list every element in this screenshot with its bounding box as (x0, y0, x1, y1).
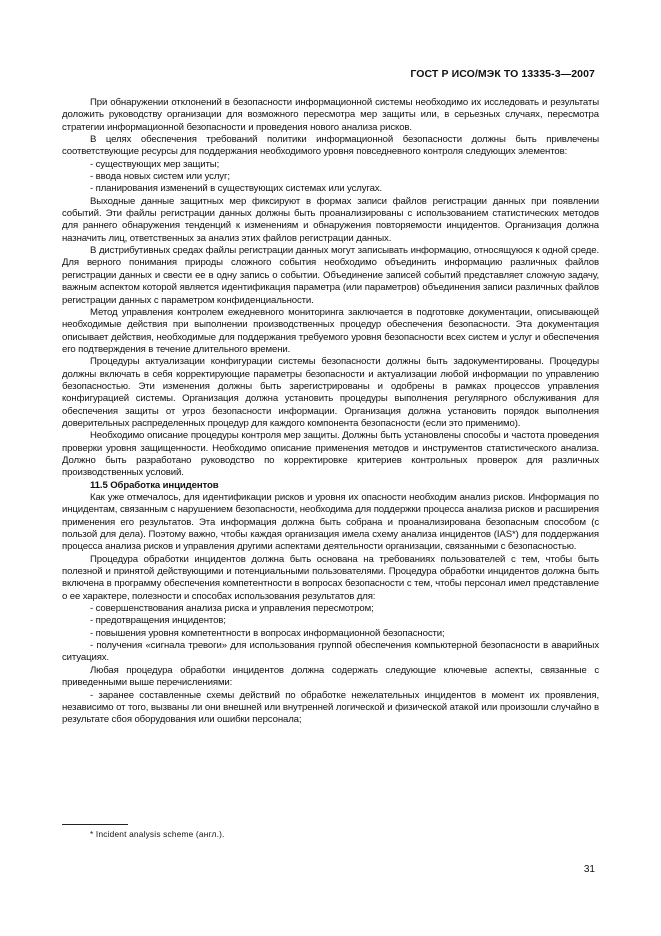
list-item: - существующих мер защиты; (90, 158, 220, 170)
list-item: - ввода новых систем или услуг; (90, 171, 230, 183)
paragraph: В целях обеспечения требований политики информационной безопасности должны быть привлечены соответствующие ресурсы для поддержания необходимого уровня повседневного контроля следующих элементов: (62, 134, 599, 158)
paragraph: Как уже отмечалось, для идентификации рисков и уровня их опасности необходим анализ рисков. Информация по инцидентам, связанным с нарушением безопасности, необходима для поддержки процесса анализа рисков и расширения применения его результатов. Эта информация должна быть собрана и проанализирована безопасным способом (с пользой для дела). Поэтому важно, чтобы каждая организация имела схему анализа инцидентов (IAS*) для поддержания процесса анализа рисков и управления другими аспектами деятельности организации, связанными с безопасностью. (62, 492, 599, 553)
paragraph: Любая процедура обработки инцидентов должна содержать следующие ключевые аспекты, связанные с приведенными выше перечислениями: (62, 664, 599, 689)
paragraph: Выходные данные защитных мер фиксируют в формах записи файлов регистрации данных при появлении событий. Эти файлы регистрации данных должны быть проанализированы с использованием статистических методов для раннего обнаружения тенденций к изменениям и обнаружения повторяемости инцидентов. Организация должна назначить лиц, ответственных за анализ этих файлов регистрации данных. (62, 195, 599, 244)
paragraph: Необходимо описание процедуры контроля мер защиты. Должны быть установлены способы и частота проведения проверки уровня защищенности. Необходимо описание применения методов и инструментов статистического анализа. Должно быть разработано руководство по корректировке критериев контрольных проверок для различных производственных условий. (62, 430, 599, 479)
paragraph: Процедура обработки инцидентов должна быть основана на требованиях пользователей с тем, чтобы быть полезной и принятой действующими и потенциальными пользователями. Процедура обработки инцидентов должна быть включена в программу обеспечения компетентности в вопросах безопасности с тем, чтобы персонал имел представление о ее характере, полезности и способах использования результатов для: (62, 553, 599, 602)
list-item: - планирования изменений в существующих системах или услугах. (90, 183, 383, 195)
list-item: - предотвращения инцидентов; (90, 615, 226, 627)
paragraph: Метод управления контролем ежедневного мониторинга заключается в подготовке документации, описывающей необходимые действия при выполнении производственных процедур обеспечения безопасности. Эта документация описывает действия, необходимые для поддержания требуемого уровня безопасности всех систем и услуг и обеспечения его подтверждения в течение длительного времени. (62, 306, 599, 355)
paragraph: Процедуры актуализации конфигурации системы безопасности должны быть задокументированы. Процедуры должны включать в себя корректирующие параметры безопасности и актуализации любой информации по управлению безопасностью. Эти изменения должны быть зарегистрированы и одобрены в рамках процессов управления конфигурацией системы. Организация должна установить процедуры выполнения регулярного обслуживания для обеспечения защиты от угроз безопасности информации. Организация должна установить порядок выполнения доверительных распределенных процедур для каждого компонента безопасности (если это применимо). (62, 356, 599, 429)
footnote-divider (62, 824, 128, 825)
page-header: ГОСТ Р ИСО/МЭК ТО 13335-3—2007 (410, 68, 595, 80)
list-item: - заранее составленные схемы действий по обработке нежелательных инцидентов в момент их проявления, независимо от того, вызваны ли они внешней или внутренней логической и физической атакой или произошли случайно в результате сбоя оборудования или ошибки персонала; (62, 689, 599, 726)
page-number: 31 (583, 864, 595, 875)
paragraph: При обнаружении отклонений в безопасности информационной системы необходимо их исследовать и результаты доложить руководству организации для возможного пересмотра мер защиты или, в серьезных случаях, пересмотра стратегии информационной безопасности и проведения нового анализа рисков. (62, 97, 599, 133)
footnote: * Incident analysis scheme (англ.). (90, 829, 225, 839)
section-heading: 11.5 Обработка инцидентов (90, 479, 219, 491)
list-item: - повышения уровня компетентности в вопросах информационной безопасности; (90, 627, 445, 639)
body-text (62, 97, 599, 727)
paragraph: В дистрибутивных средах файлы регистрации данных могут записывать информацию, относящуюся к одной среде. Для верного понимания природы сложного события необходимо объединить информацию различных файлов регистрации данных и свести ее в одну запись о событии. Объединение записей событий представляет сложную задачу, важным аспектом которой является идентификация параметра (или параметров) объединения записи различных файлов регистрации данных с параметром конфиденциальности. (62, 245, 599, 306)
list-item: - совершенствования анализа риска и управления пересмотром; (90, 603, 374, 615)
list-item: - получения «сигнала тревоги» для использования группой обеспечения компьютерной безопасности в аварийных ситуациях. (62, 640, 599, 664)
